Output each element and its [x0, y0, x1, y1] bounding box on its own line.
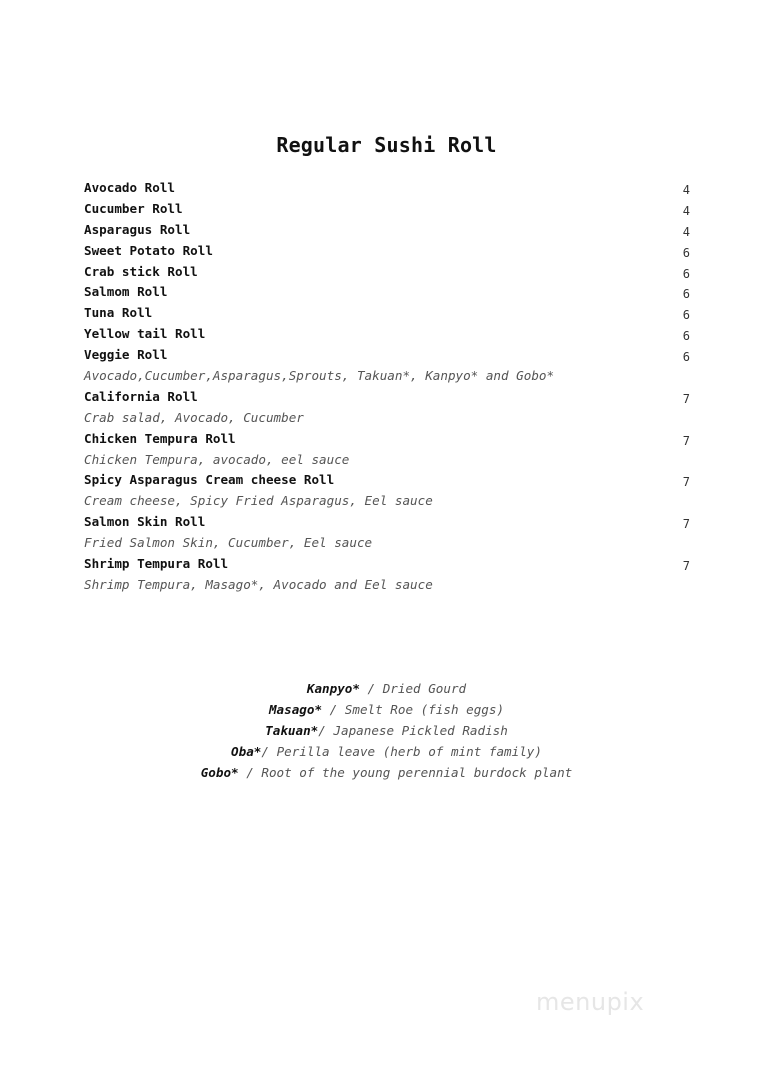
menu-item-name: Spicy Asparagus Cream cheese Roll	[84, 472, 335, 488]
menu-item-description: Crab salad, Avocado, Cucumber	[84, 409, 304, 425]
menu-item	[84, 554, 690, 575]
glossary-separator: /	[322, 701, 345, 717]
menu-item-price: 4	[682, 203, 690, 218]
menu-item-price: 4	[682, 224, 690, 239]
menu-item-price: 7	[682, 517, 690, 532]
glossary-term: Oba*	[231, 743, 262, 759]
menu-item-description: Chicken Tempura, avocado, eel sauce	[84, 451, 350, 467]
menu-item	[84, 178, 690, 199]
menu-item	[84, 387, 690, 408]
page-title: Regular Sushi Roll	[276, 133, 497, 157]
glossary-term: Kanpyo*	[306, 681, 360, 696]
menu-item-description: Fried Salmon Skin, Cucumber, Eel sauce	[84, 535, 373, 551]
glossary-separator: /	[238, 764, 262, 780]
menu-item-price: 6	[682, 329, 690, 344]
glossary-definition: Dried Gourd	[382, 681, 467, 696]
menu-item	[84, 470, 690, 491]
glossary-entry	[0, 679, 768, 700]
menu-item-description: Shrimp Tempura, Masago*, Avocado and Eel sauce	[84, 576, 433, 592]
glossary-entry	[0, 721, 768, 742]
menu-item-price: 4	[682, 183, 690, 197]
glossary-definition: Root of the young perennial burdock plant	[261, 764, 573, 780]
menu-item	[84, 262, 690, 283]
menu-item	[84, 345, 690, 366]
glossary-definition: Japanese Pickled Radish	[333, 722, 508, 738]
menu-item-name: Chicken Tempura Roll	[84, 430, 236, 446]
menu-item-name: Sweet Potato Roll	[84, 242, 213, 258]
glossary-definition: Perilla leave (herb of mint family)	[276, 743, 542, 759]
glossary-entry	[0, 700, 768, 721]
menu-item-name: Crab stick Roll	[84, 263, 198, 279]
menu-item-name: Shrimp Tempura Roll	[84, 556, 229, 572]
menu-item-description: Avocado,Cucumber,Asparagus,Sprouts, Takuan*, Kanpyo* and Gobo*	[84, 368, 555, 384]
menu-item	[84, 241, 690, 262]
glossary-term: Masago*	[268, 701, 323, 717]
menu-item-price: 6	[682, 350, 690, 365]
menu-item	[84, 429, 690, 450]
glossary-separator: /	[318, 722, 334, 738]
menu-item-name: Avocado Roll	[84, 180, 175, 195]
glossary-separator: /	[359, 681, 383, 696]
glossary-term: Takuan*	[265, 722, 319, 738]
menu-item-price: 6	[682, 266, 690, 281]
menu-item	[84, 220, 690, 241]
menu-item-name: Cucumber Roll	[84, 200, 183, 216]
menu-item-name: Tuna Roll	[84, 305, 153, 321]
menu-item	[84, 512, 690, 533]
menu-item-name: Asparagus Roll	[84, 221, 191, 237]
menu-item-description: Cream cheese, Spicy Fried Asparagus, Eel sauce	[84, 493, 433, 509]
menu-item-price: 7	[682, 475, 690, 490]
glossary-separator: /	[261, 743, 277, 759]
menu-item	[84, 303, 690, 324]
menu-item-price: 7	[682, 391, 690, 406]
glossary-definition: Smelt Roe (fish eggs)	[344, 701, 505, 717]
menu-item-price: 7	[682, 433, 690, 448]
menu-item-price: 6	[682, 287, 690, 302]
menu-item-name: California Roll	[84, 388, 198, 404]
glossary-entry	[0, 742, 768, 763]
menu-item-name: Yellow tail Roll	[84, 326, 206, 342]
glossary-entry	[0, 763, 768, 784]
menu-item-name: Salmom Roll	[84, 284, 168, 300]
menu-item	[84, 282, 690, 303]
glossary-term: Gobo*	[200, 764, 239, 780]
watermark-logo: menupix	[536, 988, 645, 1016]
menu-item-price: 6	[682, 308, 690, 323]
menu-item	[84, 324, 690, 345]
menu-item-price: 7	[682, 559, 690, 574]
menu-item-name: Salmon Skin Roll	[84, 514, 206, 530]
menu-item	[84, 199, 690, 220]
menu-item-name: Veggie Roll	[84, 347, 168, 363]
glossary	[0, 679, 768, 784]
menu-list	[84, 178, 690, 596]
menu-item-price: 6	[682, 245, 690, 260]
